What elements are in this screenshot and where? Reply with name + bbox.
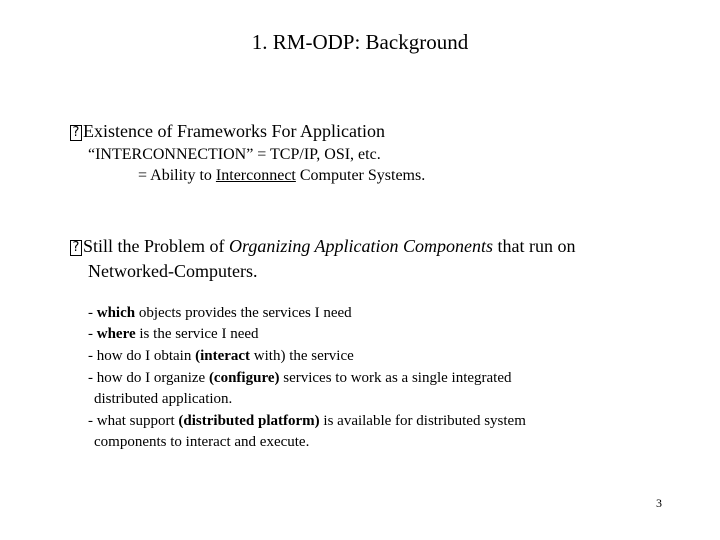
- bullet-problem-italic: Organizing Application Components: [229, 236, 494, 256]
- ability-prefix: = Ability to: [138, 167, 216, 184]
- page-number: 3: [656, 496, 662, 510]
- item-bold: which: [96, 305, 136, 321]
- missing-glyph-bullet-icon: ?: [70, 125, 82, 141]
- list-item: [88, 413, 526, 430]
- bullet-problem-suffix: that run on: [493, 236, 576, 256]
- item-bold: (interact: [195, 348, 251, 364]
- list-item-continuation: distributed application.: [94, 391, 233, 407]
- bullet-frameworks-text: Existence of Frameworks For Application: [83, 121, 385, 141]
- item-dash: -: [88, 305, 97, 321]
- ability-line: [138, 167, 425, 185]
- item-bold: where: [96, 326, 136, 342]
- list-item-continuation: components to interact and execute.: [94, 434, 310, 450]
- list-item: [88, 305, 352, 322]
- list-item: [88, 326, 259, 343]
- item-text: with) the service: [250, 348, 354, 364]
- item-text: - how do I obtain: [88, 348, 196, 364]
- bullet-problem-prefix: Still the Problem of: [83, 236, 229, 256]
- item-text: objects provides the services I need: [135, 305, 352, 321]
- list-item: [88, 370, 512, 387]
- missing-glyph-bullet-icon: ?: [70, 240, 82, 256]
- item-text: is the service I need: [135, 326, 259, 342]
- ability-suffix: Computer Systems.: [295, 167, 426, 184]
- item-bold: (distributed platform): [178, 413, 320, 429]
- bullet-frameworks: [70, 121, 385, 142]
- item-text: - how do I organize: [88, 370, 209, 386]
- bullet-problem: [70, 236, 576, 257]
- item-text: services to work as a single integrated: [279, 370, 512, 386]
- interconnect-underlined: Interconnect: [215, 167, 296, 184]
- item-text: is available for distributed system: [319, 413, 526, 429]
- list-item: [88, 348, 354, 365]
- item-text: - what support: [88, 413, 179, 429]
- bullet-problem-line2: Networked-Computers.: [88, 261, 258, 281]
- item-bold: (configure): [208, 370, 280, 386]
- item-dash: -: [88, 326, 97, 342]
- page-title: 1. RM-ODP: Background: [251, 30, 469, 54]
- interconnection-line: “INTERCONNECTION” = TCP/IP, OSI, etc.: [88, 146, 381, 163]
